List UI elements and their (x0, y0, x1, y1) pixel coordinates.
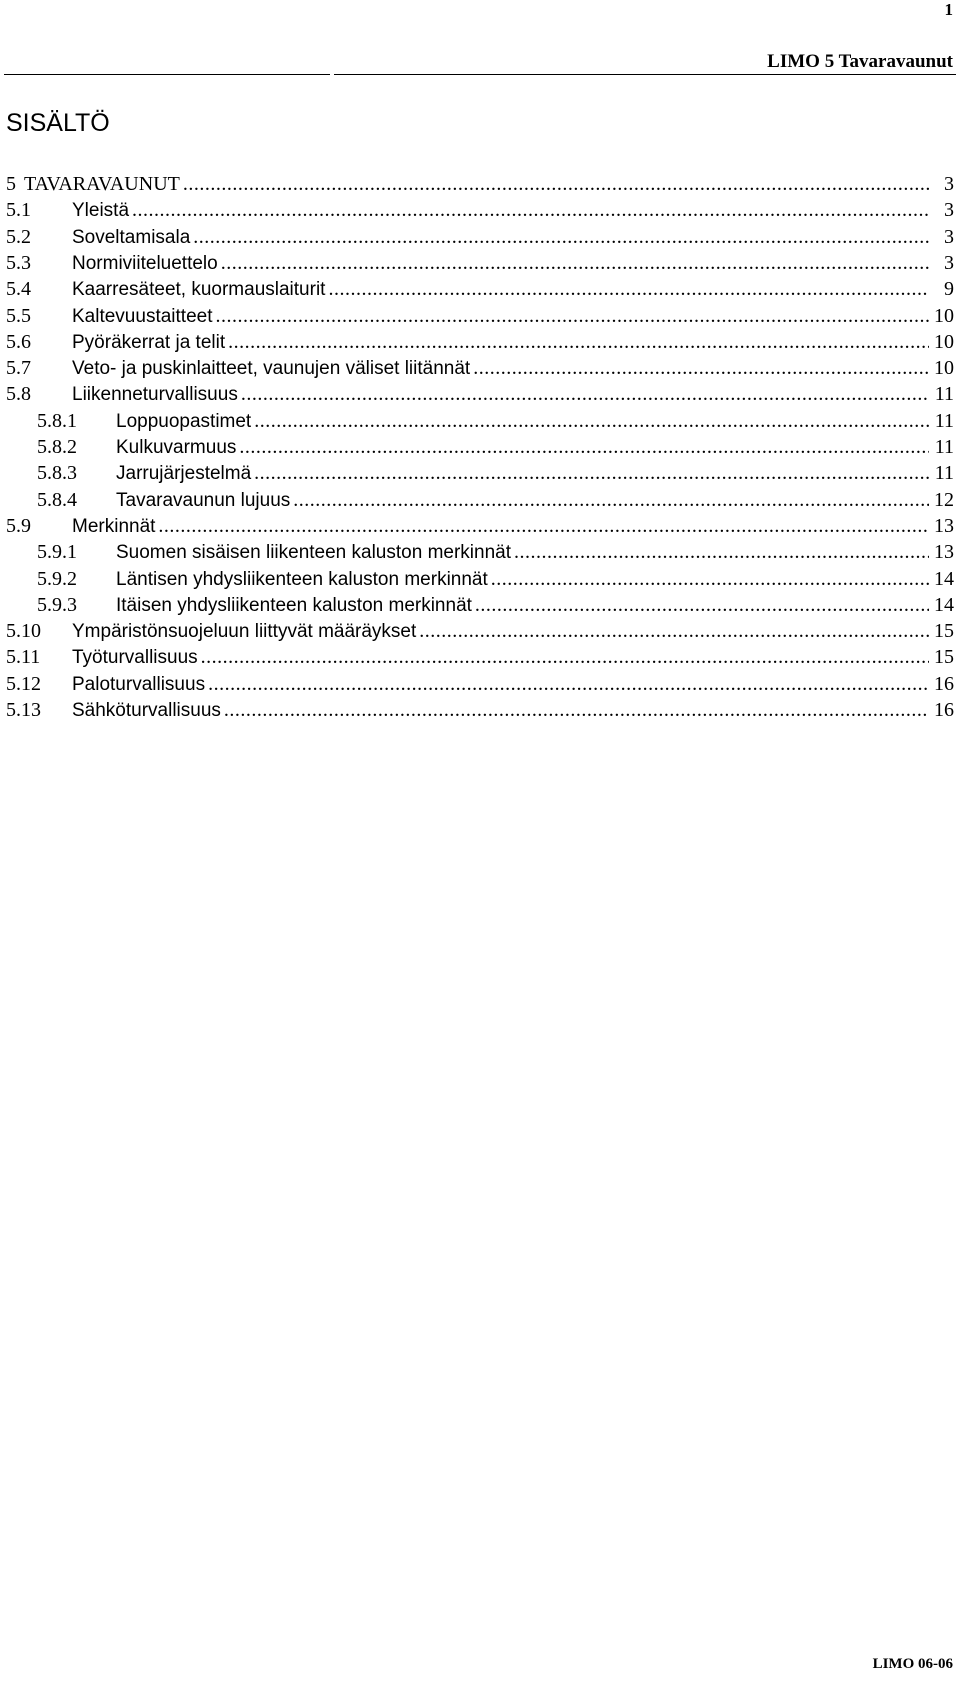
toc-dot-leader (183, 173, 929, 196)
toc-entry-label: Liikenneturvallisuus (72, 384, 238, 405)
toc-entry[interactable] (6, 699, 954, 726)
toc-entry-label: Tavaravaunun lujuus (116, 490, 291, 511)
toc-entry-label: Merkinnät (72, 516, 156, 537)
toc-entry-page: 16 (934, 699, 954, 721)
toc-dot-leader (215, 305, 929, 328)
toc-entry-page: 14 (934, 594, 954, 616)
toc-dot-leader (241, 383, 929, 406)
toc-entry-page: 3 (944, 252, 954, 274)
toc-dot-leader (514, 541, 929, 564)
toc-entry-label: TAVARAVAUNUT (24, 173, 180, 195)
toc-entry-page: 15 (934, 620, 954, 642)
toc-dot-leader (239, 436, 929, 459)
running-header-title: LIMO 5 Tavaravaunut (767, 51, 953, 72)
toc-entry-page: 14 (934, 568, 954, 590)
toc-entry-page: 11 (934, 410, 954, 432)
toc-entry[interactable] (37, 462, 954, 489)
toc-entry-number: 5.11 (6, 646, 41, 668)
toc-entry-page: 3 (944, 226, 954, 248)
toc-entry-page: 15 (934, 646, 954, 668)
toc-entry-page: 11 (934, 462, 954, 484)
toc-entry[interactable] (6, 515, 954, 542)
toc-entry-number: 5.9.1 (37, 541, 77, 563)
toc-entry-number: 5.8.2 (37, 436, 77, 458)
toc-entry-page: 13 (934, 515, 954, 537)
toc-dot-leader (193, 226, 929, 249)
toc-title: SISÄLTÖ (6, 109, 110, 137)
toc-entry-label: Loppuopastimet (116, 411, 252, 432)
toc-dot-leader (491, 568, 929, 591)
toc-entry-number: 5.1 (6, 199, 31, 221)
toc-entry-label: Itäisen yhdysliikenteen kaluston merkinnät (116, 595, 472, 616)
toc-entry-number: 5.10 (6, 620, 41, 642)
toc-entry-number: 5.8.3 (37, 462, 77, 484)
toc-entry-number: 5.7 (6, 357, 31, 379)
toc-entry[interactable] (6, 305, 954, 332)
footer-doc-code: LIMO 06-06 (872, 1656, 953, 1672)
toc-entry-number: 5.2 (6, 226, 31, 248)
toc-entry[interactable] (6, 173, 954, 200)
toc-dot-leader (158, 515, 929, 538)
toc-dot-leader (224, 699, 929, 722)
toc-entry-label: Pyöräkerrat ja telit (72, 332, 226, 353)
toc-entry-label: Ympäristönsuojeluun liittyvät määräykset (72, 621, 417, 642)
toc-entry-number: 5.12 (6, 673, 41, 695)
toc-entry-label: Sähköturvallisuus (72, 700, 221, 721)
toc-entry-number: 5.3 (6, 252, 31, 274)
toc-entry-number: 5.8 (6, 383, 31, 405)
toc-entry-number: 5 (6, 173, 16, 195)
toc-dot-leader (293, 489, 929, 512)
toc-entry-page: 10 (934, 331, 954, 353)
toc-entry[interactable] (6, 331, 954, 358)
toc-entry[interactable] (6, 383, 954, 410)
toc-entry-page: 9 (944, 278, 954, 300)
toc-entry[interactable] (6, 620, 954, 647)
toc-entry[interactable] (37, 410, 954, 437)
toc-entry-number: 5.9 (6, 515, 31, 537)
toc-entry-page: 13 (934, 541, 954, 563)
toc-entry-label: Jarrujärjestelmä (116, 463, 252, 484)
toc-entry-page: 11 (934, 383, 954, 405)
toc-dot-leader (228, 331, 929, 354)
toc-entry[interactable] (6, 226, 954, 253)
toc-entry-number: 5.5 (6, 305, 31, 327)
toc-entry-label: Normiviiteluettelo (72, 253, 218, 274)
page-number: 1 (944, 0, 953, 19)
toc-entry-label: Työturvallisuus (72, 647, 198, 668)
toc-entry[interactable] (6, 357, 954, 384)
toc-entry-page: 16 (934, 673, 954, 695)
toc-entry-number: 5.9.2 (37, 568, 77, 590)
toc-entry-page: 10 (934, 305, 954, 327)
toc-dot-leader (475, 594, 929, 617)
toc-entry-number: 5.6 (6, 331, 31, 353)
toc-entry[interactable] (6, 199, 954, 226)
toc-entry[interactable] (6, 646, 954, 673)
toc-entry-number: 5.8.1 (37, 410, 77, 432)
toc-entry-label: Kulkuvarmuus (116, 437, 237, 458)
toc-entry-page: 11 (934, 436, 954, 458)
toc-entry-label: Veto- ja puskinlaitteet, vaunujen väliset liitännät (72, 358, 471, 379)
toc-entry[interactable] (37, 436, 954, 463)
toc-entry[interactable] (6, 278, 954, 305)
toc-entry-number: 5.9.3 (37, 594, 77, 616)
toc-dot-leader (328, 278, 929, 301)
toc-entry-label: Kaarresäteet, kuormauslaiturit (72, 279, 326, 300)
toc-entry-number: 5.4 (6, 278, 31, 300)
toc-entry-page: 3 (944, 199, 954, 221)
toc-dot-leader (208, 673, 929, 696)
header-rule (4, 74, 956, 75)
toc-entry-label: Paloturvallisuus (72, 674, 206, 695)
toc-entry[interactable] (37, 594, 954, 621)
toc-dot-leader (132, 199, 929, 222)
toc-entry-label: Kaltevuustaitteet (72, 306, 213, 327)
toc-entry-label: Suomen sisäisen liikenteen kaluston merkinnät (116, 542, 511, 563)
toc-dot-leader (201, 646, 929, 669)
toc-entry-number: 5.13 (6, 699, 41, 721)
toc-entry[interactable] (37, 568, 954, 595)
toc-entry[interactable] (37, 489, 954, 516)
header-rule-gap (330, 73, 334, 76)
toc-dot-leader (419, 620, 929, 643)
toc-entry-page: 3 (944, 173, 954, 195)
toc-entry-label: Yleistä (72, 200, 130, 221)
toc-entry-label: Läntisen yhdysliikenteen kaluston merkinnät (116, 569, 488, 590)
toc-entry[interactable] (6, 252, 954, 279)
toc-entry-page: 10 (934, 357, 954, 379)
toc-entry-label: Soveltamisala (72, 227, 191, 248)
toc-entry-number: 5.8.4 (37, 489, 77, 511)
toc-dot-leader (254, 410, 929, 433)
toc-dot-leader (473, 357, 929, 380)
toc-dot-leader (221, 252, 929, 275)
toc-dot-leader (254, 462, 929, 485)
toc-entry-page: 12 (934, 489, 954, 511)
toc-entry[interactable] (37, 541, 954, 568)
toc-entry[interactable] (6, 673, 954, 700)
